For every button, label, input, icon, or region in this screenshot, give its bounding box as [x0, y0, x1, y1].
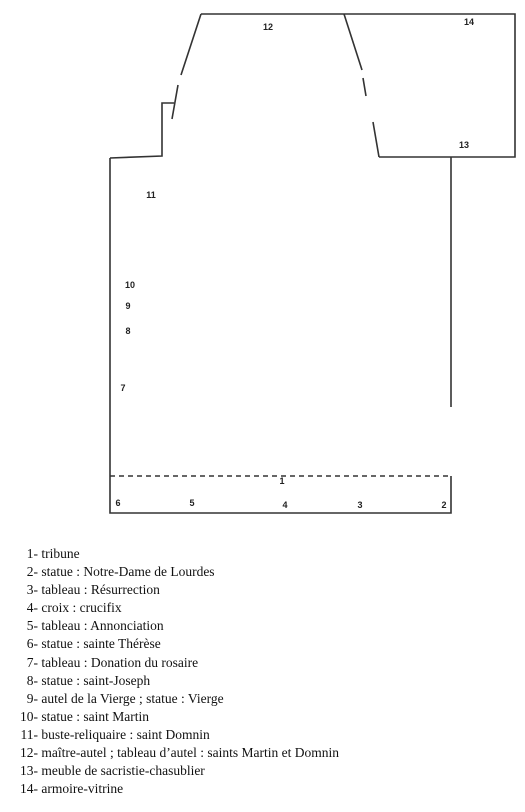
legend-item — [8, 744, 339, 762]
choir-right-wall-mid — [363, 78, 366, 96]
legend-item-text: tribune — [41, 546, 80, 561]
plan-label-10: 10 — [124, 280, 136, 290]
legend-item — [8, 654, 339, 672]
legend-item-text: tableau : Annonciation — [41, 618, 164, 634]
plan-label-4: 4 — [282, 500, 288, 510]
choir-right-wall-lower — [373, 122, 379, 157]
legend-item-text: armoire-vitrine — [41, 781, 124, 797]
plan-walls — [110, 14, 515, 513]
legend-item — [8, 690, 339, 708]
plan-label-2: 2 — [441, 500, 447, 510]
legend-item-text: tableau : Résurrection — [41, 582, 160, 598]
plan-label-5: 5 — [189, 498, 195, 508]
nave-top-left-wall — [110, 103, 174, 158]
legend-item — [8, 762, 339, 780]
legend-item-number: 10- — [20, 708, 38, 724]
legend-item-text: buste-reliquaire : saint Domnin — [41, 726, 210, 742]
plan-legend — [8, 545, 339, 798]
legend-item-number: 14- — [20, 781, 38, 797]
legend-item-number: 2- — [26, 564, 38, 580]
legend-item — [8, 599, 339, 617]
legend-item — [8, 545, 339, 563]
plan-labels — [115, 17, 474, 510]
legend-item-text: statue : Notre-Dame de Lourdes — [41, 564, 215, 580]
legend-item — [8, 726, 339, 744]
legend-item-text: statue : sainte Thérèse — [41, 636, 161, 652]
sacristy-outline — [344, 14, 515, 157]
choir-left-wall-upper — [181, 14, 201, 75]
legend-item-number: 12- — [20, 745, 38, 761]
nave-outline — [110, 158, 451, 513]
plan-label-11: 11 — [146, 190, 156, 200]
legend-item — [8, 617, 339, 635]
legend-item — [8, 635, 339, 653]
plan-label-1: 1 — [279, 476, 285, 486]
plan-label-7: 7 — [120, 383, 126, 393]
choir-left-wall-lower — [172, 85, 178, 119]
legend-item-number: 8- — [26, 672, 38, 688]
legend-item — [8, 780, 339, 798]
legend-item-text: croix : crucifix — [41, 600, 122, 616]
legend-item-number: 13- — [20, 763, 38, 779]
legend-item-text: statue : saint-Joseph — [41, 672, 151, 688]
plan-label-12: 12 — [262, 22, 274, 32]
legend-item-number: 4- — [26, 600, 38, 616]
legend-item-text: maître-autel ; tableau d’autel : saints Martin et Domnin — [41, 745, 340, 761]
legend-item-number: 1- — [26, 546, 38, 561]
plan-label-13: 13 — [458, 140, 470, 150]
legend-item-number: 7- — [26, 654, 38, 670]
plan-label-6: 6 — [115, 498, 121, 508]
legend-item-number: 3- — [26, 582, 38, 598]
legend-item-number: 11- — [20, 726, 38, 742]
choir-right-wall-upper — [344, 14, 362, 70]
legend-item-text: meuble de sacristie-chasublier — [41, 763, 205, 779]
legend-item-text: statue : saint Martin — [41, 708, 149, 724]
plan-label-8: 8 — [125, 326, 131, 336]
legend-item — [8, 708, 339, 726]
legend-item-text: tableau : Donation du rosaire — [41, 654, 199, 670]
plan-label-9: 9 — [125, 301, 131, 311]
legend-item — [8, 581, 339, 599]
plan-label-14: 14 — [463, 17, 475, 27]
legend-item-number: 9- — [26, 690, 38, 706]
legend-item-number: 6- — [26, 636, 38, 652]
plan-label-3: 3 — [357, 500, 363, 510]
legend-item-text: autel de la Vierge ; statue : Vierge — [41, 690, 224, 706]
legend-item — [8, 672, 339, 690]
legend-item — [8, 563, 339, 581]
legend-item-number: 5- — [26, 618, 38, 634]
